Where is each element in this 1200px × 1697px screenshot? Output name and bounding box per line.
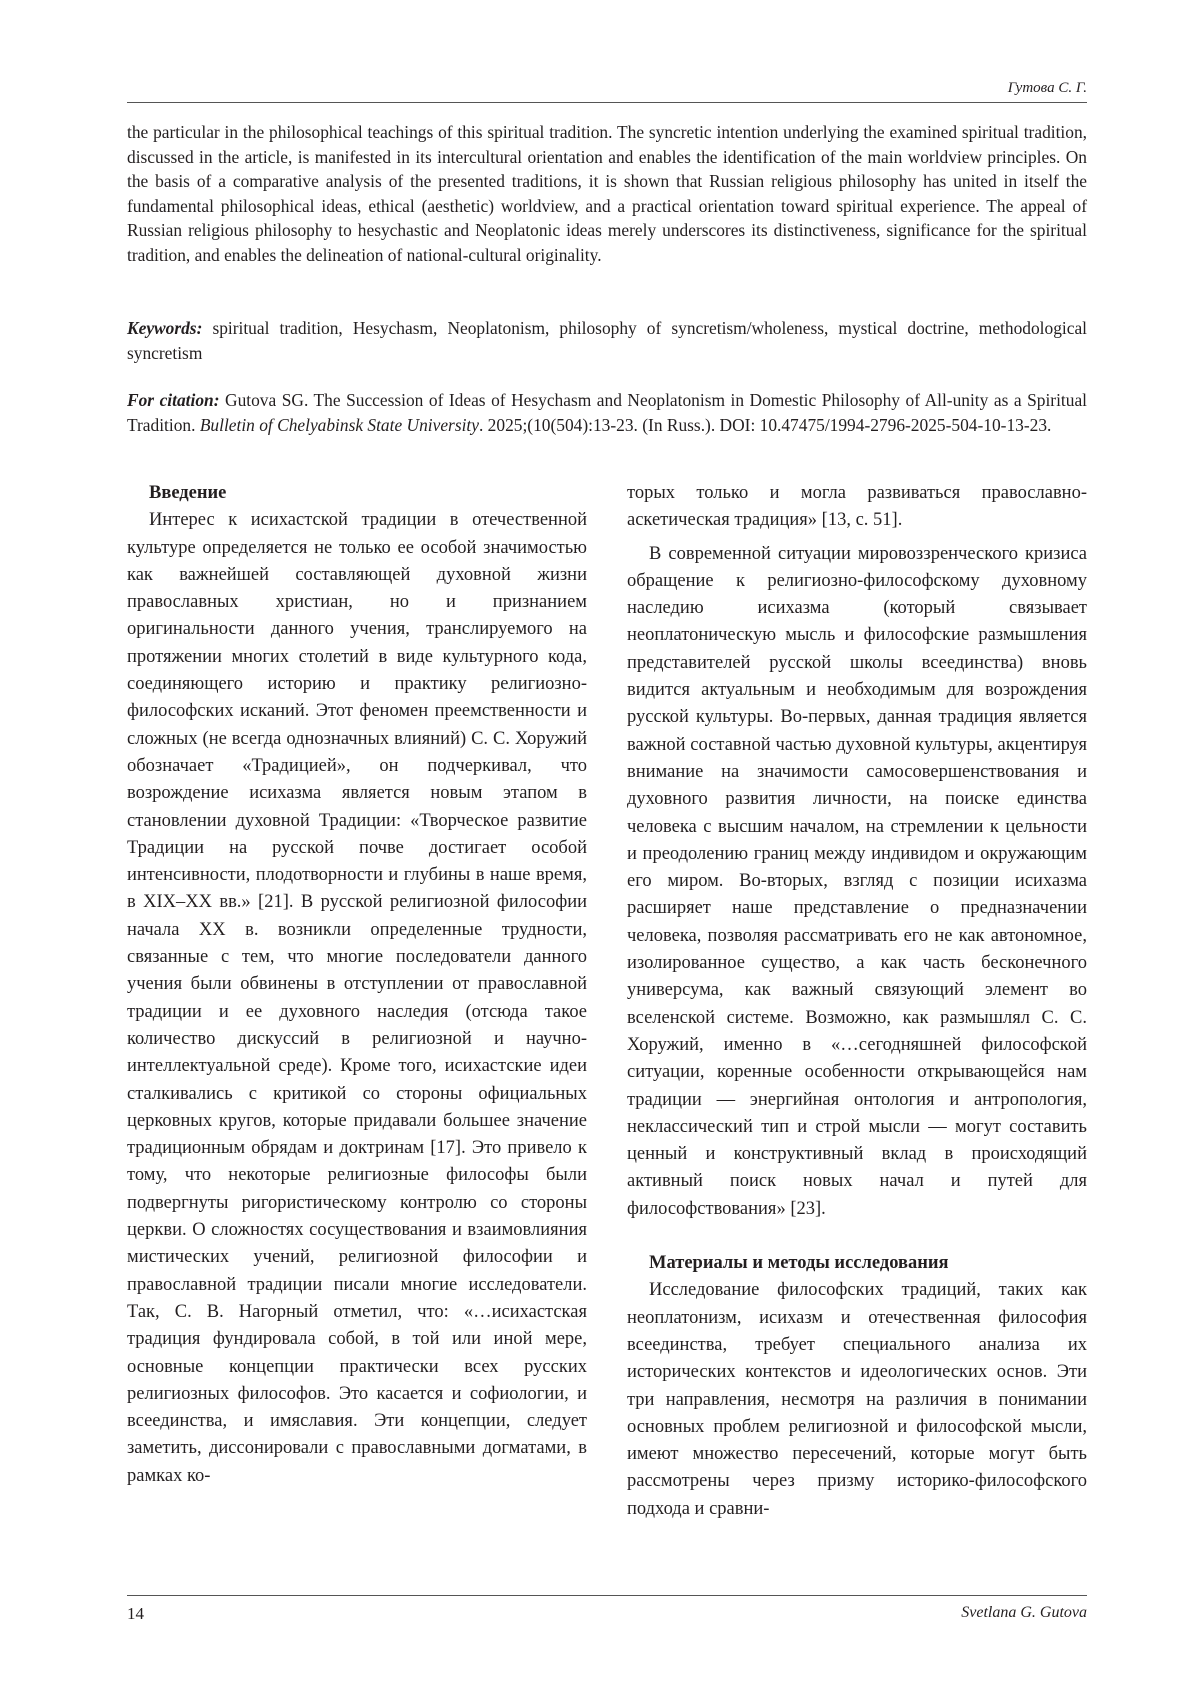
- running-head: Гутова С. Г.: [1007, 80, 1087, 96]
- continued-paragraph: торых только и могла развиваться православно-аскетическая традиция» [13, с. 51].: [627, 483, 1087, 531]
- right-column: [627, 480, 1087, 1523]
- running-foot: Svetlana G. Gutova: [961, 1604, 1087, 1621]
- methods-paragraph: Исследование философских традиций, таких как неоплатонизм, исихазм и отечественная философия всеединства, требует специального анализа их исторических контекстов и идеологических основ. Эти три направления, несмотря на различия в понимании основных проблем религиозной и философской мысли, имеют множество пересечений, которые могут быть рассмотрены через призму историко-философского подхода и сравни-: [627, 1280, 1087, 1519]
- left-column: [127, 480, 587, 1490]
- citation-label: For citation:: [127, 390, 220, 410]
- page-number: 14: [127, 1604, 144, 1623]
- modern-situation-paragraph: В современной ситуации мировоззренческого кризиса обращение к религиозно-философскому духовному наследию исихазма (который связывает неоплатоническую мысль и философские размышления представителей русской школы всеединства) вновь видится актуальным и необходимым для возрождения русской культуры. Во-первых, данная традиция является важной составной частью духовной культуры, акцентируя внимание на значимости самосовершенствования и духовного развития личности, на поиске единства человека с высшим началом, на стремлении к цельности и преодолению границ между индивидом и окружающим его миром. Во-вторых, взгляд с позиции исихазма расширяет наше представление о предназначении человека, позволяя рассматривать его не как автономное, изолированное существо, а как часть бесконечного универсума, как важный связующий элемент во вселенской системе. Возможно, как размышлял С. С. Хоружий, именно в «…сегодняшней философской ситуации, коренные особенности открывающейся нам традиции — энергийная онтология и антропология, неклассический тип и строй мысли — могут составить ценный и конструктивный вклад в происходящий активный поиск новых начал и путей для философствования» [23].: [627, 543, 1087, 1219]
- footer-rule: [127, 1595, 1087, 1596]
- section-heading-methods: Материалы и методы исследования: [649, 1253, 949, 1274]
- keywords-label: Keywords:: [127, 318, 203, 338]
- journal-page: [127, 0, 1087, 1697]
- section-heading-introduction: Введение: [149, 483, 227, 503]
- abstract-text: the particular in the philosophical teachings of this spiritual tradition. The syncretic intention underlying the examined spiritual tradition, discussed in the article, is manifested in its intercultural orientation and enables the identification of the main worldview principles. On the basis of a comparative analysis of the presented traditions, it is shown that Russian religious philosophy has united in itself the fundamental philosophical ideas, ethical (aesthetic) worldview, and a practical orientation toward spiritual experience. The appeal of Russian religious philosophy to hesychastic and Neoplatonic ideas merely underscores its distinctiveness, significance for the spiritual tradition, and enables the delineation of national-cultural originality.: [127, 122, 1087, 265]
- citation: [127, 388, 1087, 437]
- citation-journal: Bulletin of Chelyabinsk State University: [199, 414, 479, 435]
- header-rule: [127, 102, 1087, 103]
- intro-paragraph: Интерес к исихастской традиции в отечественной культуре определяется не только ее особой значимостью как важнейшей составляющей духовной жизни православных христиан, но и признанием оригинальности данного учения, транслируемого на протяжении многих столетий в виде культурного кода, соединяющего историю и практику религиозно-философских исканий. Этот феномен преемственности и сложных (не всегда однозначных влияний) С. С. Хоружий обозначает «Традицией», он подчеркивал, что возрождение исихазма является новым этапом в становлении духовной Традиции: «Творческое развитие Традиции на русской почве достигает особой интенсивности, плодотворности и глубины в наше время, в XIX–XX вв.» [21]. В русской религиозной философии начала XX в. возникли определенные трудности, связанные с тем, что многие последователи данного учения были обвинены в отступлении от православной традиции и ее духовного наследия (отсюда такое количество дискуссий в религиозной и научно-интеллектуальной среде). Кроме того, исихастские идеи сталкивались с критикой со стороны официальных церковных кругов, которые придавали большее значение традиционным обрядам и доктринам [17]. Это привело к тому, что некоторые религиозные философы были подвергнуты ригористическому контролю со стороны церкви. О сложностях сосуществования и взаимовлияния мистических учений, религиозной философии и православной традиции писали многие исследователи. Так, С. В. Нагорный отметил, что: «…исихастская традиция фундировала собой, в той или иной мере, основные концепции практически всех русских религиозных философов. Это касается и софиологии, и всеединства, и имяславия. Эти концепции, следует заметить, диссонировали с православными догматами, в рамках ко-: [127, 510, 587, 1486]
- keywords: [127, 316, 1087, 365]
- citation-text-before: Gutova SG. The Succession of Ideas of Hesychasm and Neoplatonism in Domestic Philosophy of All-unity as a Spiritual Tradition.: [127, 390, 1087, 435]
- citation-text-after: . 2025;(10(504):13-23. (In Russ.). DOI: 10.47475/1994-2796-2025-504-10-13-23.: [478, 414, 1052, 435]
- keywords-text: spiritual tradition, Hesychasm, Neoplatonism, philosophy of syncretism/wholeness, mystical doctrine, methodological syncretism: [127, 318, 1087, 363]
